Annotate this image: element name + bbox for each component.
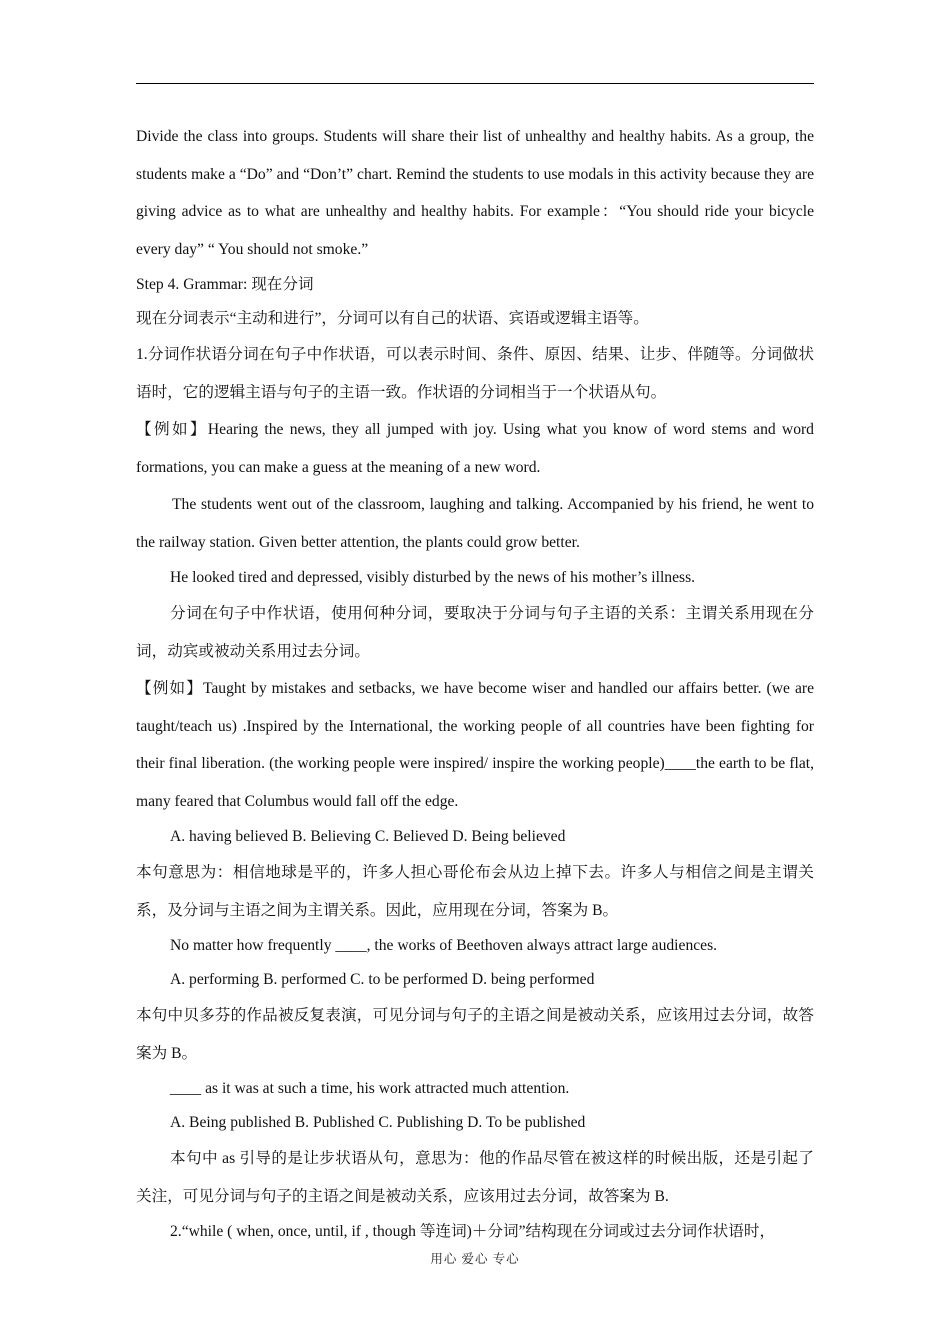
question-3-options: A. Being published B. Published C. Publishing D. To be published [170,1114,586,1131]
example-text: Taught by mistakes and setbacks, we have become wiser and handled our affairs better. (we are taught/teach us) .Inspired by the International, the working people of all countries have been fighting for their final liberation. (the working people were inspired/ inspire the working people)____the earth to be flat, many feared that Columbus would fall off the edge. [136,680,814,810]
question-3-stem: ____ as it was at such a time, his work attracted much attention. [170,1080,570,1097]
question-1-explanation: 本句意思为：相信地球是平的，许多人担心哥伦布会从边上掉下去。许多人与相信之间是主谓关系，及分词与主语之间为主谓关系。因此，应用现在分词，答案为 B。 [136,864,814,919]
question-2-options: A. performing B. performed C. to be performed D. being performed [170,971,595,988]
paragraph-intro: 现在分词表示“主动和进行”，分词可以有自己的状语、宾语或逻辑主语等。 [136,310,649,327]
paragraph-example-1 [136,411,814,486]
header-rule [136,83,814,84]
paragraph-rule-1: 1.分词作状语分词在句子中作状语，可以表示时间、条件、原因、结果、让步、伴随等。分词做状语时，它的逻辑主语与句子的主语一致。作状语的分词相当于一个状语从句。 [136,346,814,401]
question-3-explanation: 本句中 as 引导的是让步状语从句，意思为：他的作品尽管在被这样的时候出版，还是引起了关注，可见分词与句子的主语之间是被动关系，应该用过去分词，故答案为 B. [136,1150,814,1205]
example-text: Hearing the news, they all jumped with joy. Using what you know of word stems and word formations, you can make a guess at the meaning of a new word. [136,421,814,476]
question-1-options: A. having believed B. Believing C. Believed D. Being believed [170,828,566,845]
paragraph-example-2 [136,670,814,820]
paragraph-rule-2: 2.“while ( when, once, until, if , though 等连词)＋分词”结构现在分词或过去分词作状语时， [170,1223,776,1240]
page-footer: 用心 爱心 专心 [430,1252,520,1266]
paragraph-activity: Divide the class into groups. Students will share their list of unhealthy and healthy habits. As a group, the students make a “Do” and “Don’t” chart. Remind the students to use modals in this activity because they are giving advice as to what are unhealthy and healthy habits. For example：“You should ride your bicycle every day” “ You should not smoke.” [136,128,814,258]
paragraph-example-1c: He looked tired and depressed, visibly disturbed by the news of his mother’s illness. [170,569,696,586]
document-body [136,118,814,1249]
question-2-stem: No matter how frequently ____, the works of Beethoven always attract large audiences. [170,937,718,954]
paragraph-example-1b: The students went out of the classroom, laughing and talking. Accompanied by his friend, he went to the railway station. Given better attention, the plants could grow better. [136,496,814,551]
example-label: 【例如】 [136,680,203,697]
example-label: 【例如】 [136,421,208,438]
question-2-explanation: 本句中贝多芬的作品被反复表演，可见分词与句子的主语之间是被动关系，应该用过去分词，故答案为 B。 [136,1007,814,1062]
step-heading: Step 4. Grammar: 现在分词 [136,276,314,293]
paragraph-rule-1b: 分词在句子中作状语，使用何种分词，要取决于分词与句子主语的关系：主谓关系用现在分词，动宾或被动关系用过去分词。 [136,605,814,660]
